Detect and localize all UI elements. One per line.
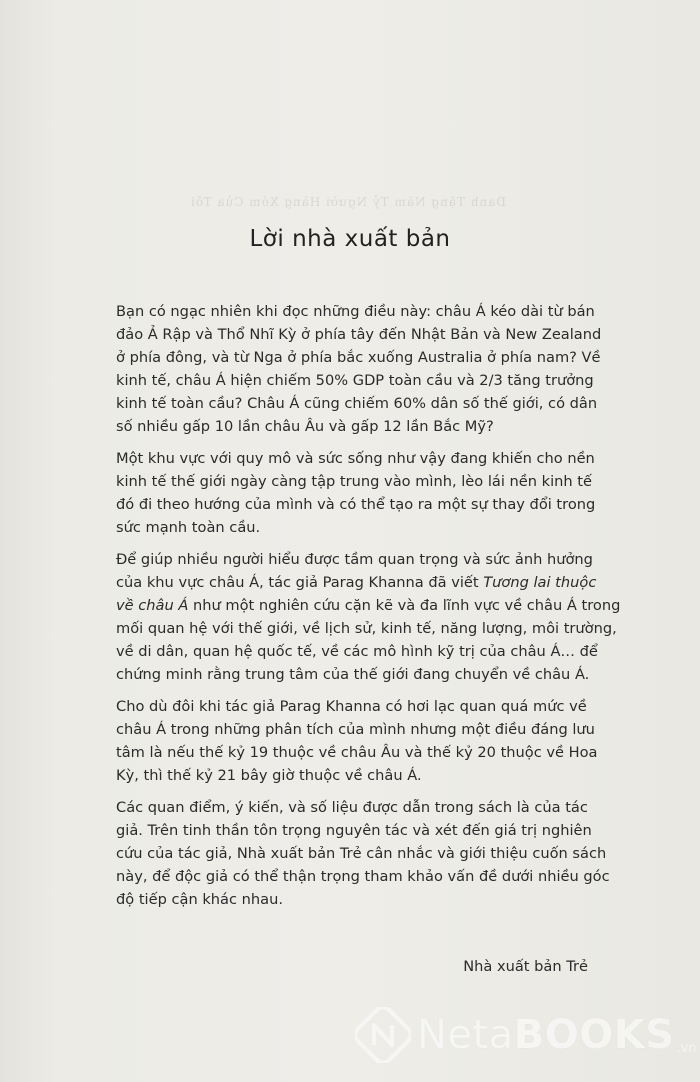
paragraph-2 xyxy=(116,447,606,539)
text-line xyxy=(116,571,606,594)
text-line: Kỳ, thì thế kỷ 21 bây giờ thuộc về châu Á. xyxy=(116,767,422,784)
text-line: cứu của tác giả, Nhà xuất bản Trẻ cân nhắc và giới thiệu cuốn sách xyxy=(116,845,607,862)
text-line: độ tiếp cận khác nhau. xyxy=(116,891,283,908)
text-line: đó đi theo hướng của mình và có thể tạo ra một sự thay đổi trong xyxy=(116,496,596,513)
text-line: chứng minh rằng trung tâm của thế giới đang chuyển về châu Á. xyxy=(116,666,590,683)
text-line: kinh tế toàn cầu? Châu Á cũng chiếm 60% dân số thế giới, có dân xyxy=(116,395,598,412)
text-line xyxy=(116,594,621,617)
text-line: này, để độc giả có thể thận trọng tham khảo vấn đề dưới nhiều góc xyxy=(116,868,610,885)
text-run: của khu vực châu Á, tác giả Parag Khanna đã viết xyxy=(116,574,484,591)
text-line: sức mạnh toàn cầu. xyxy=(116,519,261,536)
text-line: kinh tế, châu Á hiện chiếm 50% GDP toàn cầu và 2/3 tăng trưởng xyxy=(116,372,594,389)
text-line: giả. Trên tinh thần tôn trọng nguyên tác và xét đến giá trị nghiên xyxy=(116,822,592,839)
text-line: ở phía đông, và từ Nga ở phía bắc xuống Australia ở phía nam? Về xyxy=(116,349,601,366)
text-line: về di dân, quan hệ quốc tế, về các mô hình kỹ trị của châu Á… để xyxy=(116,643,598,660)
page-title: Lời nhà xuất bản xyxy=(249,226,451,252)
book-title-italic: Tương lai thuộc xyxy=(483,574,597,591)
brand-part: Neta xyxy=(417,1012,514,1058)
book-title-italic: về châu Á xyxy=(116,597,189,614)
netabooks-logo-icon xyxy=(355,1007,411,1063)
text-line: kinh tế thế giới ngày càng tập trung vào mình, lèo lái nền kinh tế xyxy=(116,473,592,490)
text-line: tâm là nếu thế kỷ 19 thuộc về châu Âu và thế kỷ 20 thuộc về Hoa xyxy=(116,744,598,761)
watermark-suffix: .vn xyxy=(676,1041,697,1056)
text-line: Các quan điểm, ý kiến, và số liệu được dẫn trong sách là của tác xyxy=(116,799,588,816)
text-line: Cho dù đôi khi tác giả Parag Khanna có hơi lạc quan quá mức về xyxy=(116,698,587,715)
paragraph-5 xyxy=(116,796,610,911)
watermark xyxy=(355,1000,697,1070)
paragraph-1 xyxy=(116,300,606,438)
show-through-text: Danh Tặng Năm Tỷ Người Hàng Xóm Của Tôi xyxy=(190,195,506,209)
watermark-brand xyxy=(417,1012,675,1058)
paragraph-3 xyxy=(116,548,621,686)
paragraph-4 xyxy=(116,695,606,787)
text-line: mối quan hệ với thế giới, về lịch sử, kinh tế, năng lượng, môi trường, xyxy=(116,620,617,637)
body-text xyxy=(116,300,621,920)
text-line: Bạn có ngạc nhiên khi đọc những điều này: châu Á kéo dài từ bán xyxy=(116,303,595,320)
text-run: như một nghiên cứu cặn kẽ và đa lĩnh vực về châu Á trong xyxy=(188,597,621,614)
publisher-signature: Nhà xuất bản Trẻ xyxy=(463,958,588,975)
text-line: châu Á trong những phân tích của mình nhưng một điều đáng lưu xyxy=(116,721,595,738)
text-line: Để giúp nhiều người hiểu được tầm quan trọng và sức ảnh hưởng xyxy=(116,551,593,568)
text-line: số nhiều gấp 10 lần châu Âu và gấp 12 lần Bắc Mỹ? xyxy=(116,418,494,435)
text-line: Một khu vực với quy mô và sức sống như vậy đang khiến cho nền xyxy=(116,450,595,467)
text-line: đảo Ả Rập và Thổ Nhĩ Kỳ ở phía tây đến Nhật Bản và New Zealand xyxy=(116,326,602,343)
brand-part: BOOKS xyxy=(513,1012,675,1058)
